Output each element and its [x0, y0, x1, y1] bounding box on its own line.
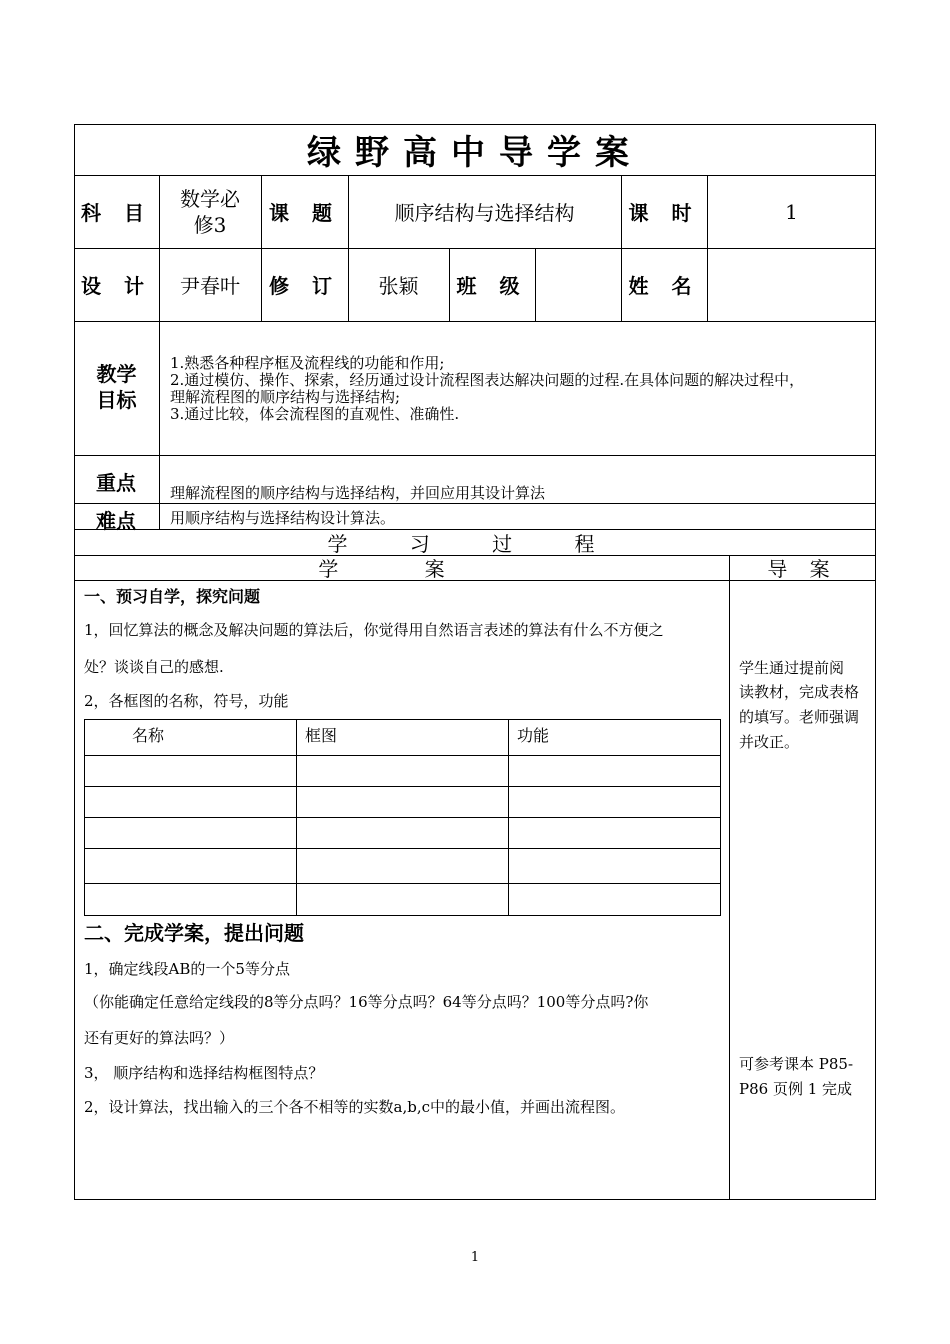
topic-value: 顺序结构与选择结构 [394, 201, 575, 225]
section2-q1-note-line1: （你能确定任意给定线段的8等分点吗？16等分点吗？64等分点吗？100等分点吗?你 [84, 993, 649, 1011]
table-row-divider [84, 883, 721, 884]
table-row-divider [84, 786, 721, 787]
key-point-label: 重点 [96, 471, 136, 495]
difficulty-label: 难点 [96, 509, 136, 533]
class-value [535, 248, 621, 321]
page-number: 1 [470, 1249, 480, 1265]
guide-column-header: 导 案 [767, 557, 838, 581]
section1-q1-line1: 1，回忆算法的概念及解决问题的算法后，你觉得用自然语言表述的算法有什么不方便之 [84, 621, 664, 639]
row-divider [74, 321, 876, 322]
reviser-label: 修 订 [269, 274, 340, 298]
reviser-value: 张颖 [378, 274, 419, 298]
guide-note-line: 的填写。老师强调 [739, 708, 860, 726]
section2-heading: 二、完成学案，提出问题 [84, 921, 304, 945]
guide-note-line: 读教材，完成表格 [739, 683, 860, 701]
guide-note-line: 并改正。 [739, 733, 800, 751]
table-col-divider [296, 719, 297, 916]
col-divider [729, 555, 730, 1200]
table-header-name: 名称 [132, 726, 165, 745]
table-header-function: 功能 [517, 726, 550, 745]
subject-value: 数学必修3 [180, 186, 240, 237]
table-row-divider [84, 817, 721, 818]
designer-label: 设 计 [81, 274, 152, 298]
name-value [707, 248, 876, 321]
period-value: 1 [785, 199, 798, 224]
section2-q2: 2，设计算法，找出输入的三个各不相等的实数a,b,c中的最小值，并画出流程图。 [84, 1098, 626, 1116]
guide-note-line: P86 页例 1 完成 [739, 1080, 853, 1098]
table-col-divider [508, 719, 509, 916]
objective-line: 理解流程图的顺序结构与选择结构; [170, 388, 401, 406]
key-point-text: 理解流程图的顺序结构与选择结构，并回应用其设计算法 [170, 484, 546, 502]
page-title: 绿野高中导学案 [307, 133, 643, 173]
process-title: 学 习 过 程 [327, 531, 623, 556]
section1-heading: 一、预习自学，探究问题 [84, 587, 261, 606]
designer-value: 尹春叶 [180, 274, 240, 298]
topic-label: 课 题 [269, 201, 340, 225]
guide-note-line: 学生通过提前阅 [739, 659, 845, 677]
row-divider [74, 455, 876, 456]
objective-line: 2.通过模仿、操作、探索，经历通过设计流程图表达解决问题的过程.在具体问题的解决过程中， [170, 371, 805, 389]
section2-q1-note-line2: 还有更好的算法吗？） [84, 1029, 235, 1047]
table-header-diagram: 框图 [305, 726, 338, 745]
guide-note-line: 可参考课本 P85- [739, 1055, 854, 1073]
difficulty-text: 用顺序结构与选择结构设计算法。 [170, 509, 396, 527]
section2-q1: 1，确定线段AB的一个5等分点 [84, 960, 290, 978]
section1-q1-line2: 处？谈谈自己的感想. [84, 658, 224, 676]
period-label: 课 时 [628, 201, 700, 225]
objective-line: 1.熟悉各种程序框及流程线的功能和作用; [170, 354, 445, 372]
subject-label: 科 目 [81, 201, 152, 225]
objective-line: 3.通过比较，体会流程图的直观性、准确性. [170, 405, 460, 423]
class-label: 班 级 [456, 274, 528, 298]
study-column-header: 学 案 [318, 557, 485, 581]
table-row-divider [84, 848, 721, 849]
table-row-divider [84, 755, 721, 756]
objectives-label: 教学目标 [96, 362, 137, 412]
row-divider [74, 503, 876, 504]
section1-q2: 2，各框图的名称，符号，功能 [84, 692, 289, 710]
section2-q3: 3， 顺序结构和选择结构框图特点？ [84, 1064, 324, 1082]
name-label: 姓 名 [628, 274, 700, 298]
